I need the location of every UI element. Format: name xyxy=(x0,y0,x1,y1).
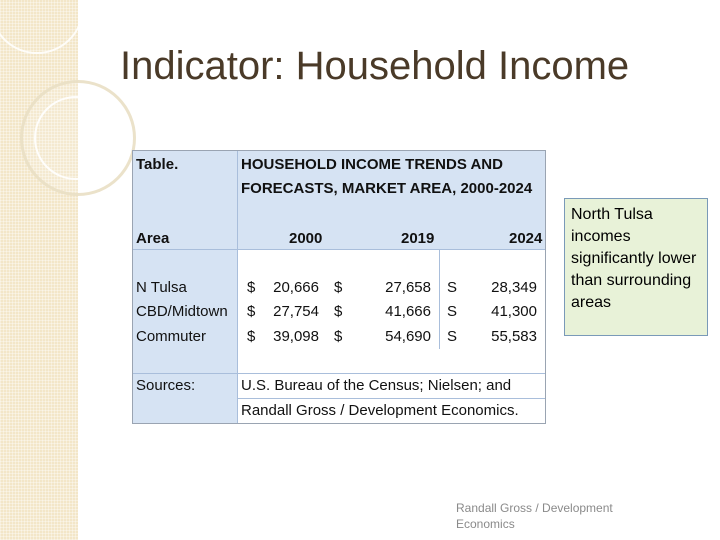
currency-symbol: $ xyxy=(334,328,343,345)
currency-symbol: S xyxy=(447,279,458,296)
decorative-circle xyxy=(34,96,118,180)
table-rule xyxy=(237,151,238,423)
value-2024: 55,583 xyxy=(491,328,537,345)
year-header-2024: 2024 xyxy=(509,230,543,247)
slide-title: Indicator: Household Income xyxy=(120,44,630,88)
table-title-line1: HOUSEHOLD INCOME TRENDS AND xyxy=(241,156,503,173)
table-title-line2: FORECASTS, MARKET AREA, 2000-2024 xyxy=(241,180,533,197)
currency-symbol: $ xyxy=(247,328,256,345)
table-rule xyxy=(439,249,440,349)
currency-symbol: S xyxy=(447,303,458,320)
value-2000: 27,754 xyxy=(273,303,319,320)
value-2019: 54,690 xyxy=(385,328,431,345)
table-label: Table. xyxy=(136,156,179,173)
currency-symbol: $ xyxy=(334,279,343,296)
table-rule xyxy=(237,398,545,399)
income-table xyxy=(132,150,546,424)
sources-line1: U.S. Bureau of the Census; Nielsen; and xyxy=(241,377,512,394)
value-2024: 28,349 xyxy=(491,279,537,296)
decorative-side-band xyxy=(0,0,78,540)
table-rule xyxy=(133,373,545,374)
currency-symbol: $ xyxy=(247,279,256,296)
value-2019: 27,658 xyxy=(385,279,431,296)
sources-line2: Randall Gross / Development Economics. xyxy=(241,402,519,419)
currency-symbol: $ xyxy=(334,303,343,320)
table-rule xyxy=(133,249,545,250)
sources-label: Sources: xyxy=(136,377,196,394)
decorative-circle xyxy=(0,0,84,54)
table-row-area: CBD/Midtown xyxy=(136,303,228,320)
value-2000: 39,098 xyxy=(273,328,319,345)
callout-note: North Tulsa incomes significantly lower than surrounding areas xyxy=(564,198,708,336)
slide-footer: Randall Gross / Development Economics xyxy=(456,501,613,531)
table-row-area: N Tulsa xyxy=(136,279,187,296)
year-header-2000: 2000 xyxy=(289,230,323,247)
currency-symbol: $ xyxy=(247,303,256,320)
value-2024: 41,300 xyxy=(491,303,537,320)
year-header-2019: 2019 xyxy=(401,230,435,247)
value-2000: 20,666 xyxy=(273,279,319,296)
area-column-header: Area xyxy=(136,230,170,247)
table-row-area: Commuter xyxy=(136,328,207,345)
currency-symbol: S xyxy=(447,328,458,345)
value-2019: 41,666 xyxy=(385,303,431,320)
